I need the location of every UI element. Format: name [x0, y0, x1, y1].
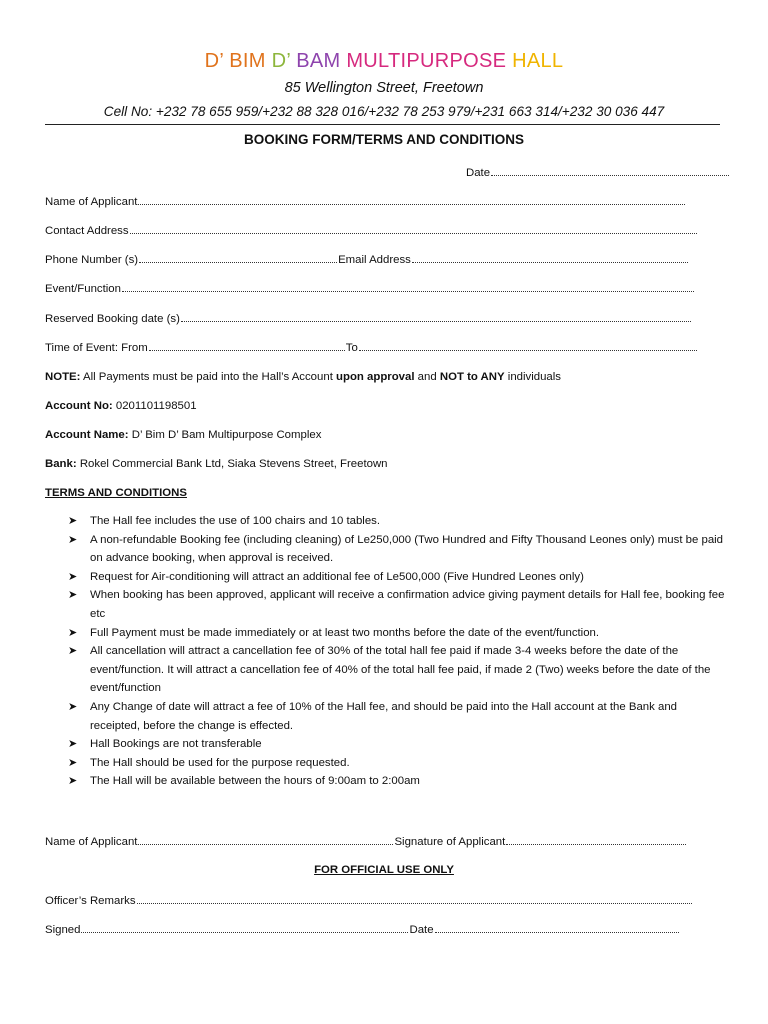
bank-value: Rokel Commercial Bank Ltd, Siaka Stevens Street, Freetown [76, 458, 388, 470]
arrow-bullet-icon: ➤ [68, 738, 78, 751]
arrow-bullet-icon: ➤ [68, 756, 78, 769]
note-bold-1: upon approval [336, 371, 415, 383]
event-row [45, 281, 695, 297]
phone-email-row [45, 252, 689, 268]
officer-remarks-label: Officer’s Remarks [45, 895, 136, 907]
term-text: Any Change of date will attract a fee of 10% of the Hall fee, and should be paid into the Hall account at the Bank and receipted, before the change is effected. [90, 700, 678, 732]
payment-note [45, 369, 561, 385]
signed-field[interactable] [81, 923, 408, 933]
arrow-bullet-icon: ➤ [68, 589, 78, 602]
account-number-label: Account No: [45, 400, 113, 412]
title-word-2: D’ [271, 50, 291, 72]
terms-heading: TERMS AND CONDITIONS [45, 487, 187, 499]
email-field[interactable] [412, 253, 688, 263]
term-text: Hall Bookings are not transferable [90, 738, 262, 751]
list-item [68, 624, 728, 643]
title-word-1: D’ BIM [204, 50, 266, 72]
applicant-name-label: Name of Applicant [45, 196, 138, 208]
term-text: Full Payment must be made immediately or at least two months before the date of the event/function. [90, 626, 600, 639]
title-word-5: HALL [512, 50, 564, 72]
reserved-date-row [45, 311, 692, 327]
date-label: Date [466, 167, 491, 179]
arrow-bullet-icon: ➤ [68, 645, 78, 658]
list-item [68, 642, 728, 698]
arrow-bullet-icon: ➤ [68, 700, 78, 713]
contact-address-row [45, 223, 698, 239]
time-from-label: Time of Event: From [45, 342, 148, 354]
hall-title [0, 50, 768, 73]
list-item [68, 772, 728, 791]
bank-row [45, 456, 388, 472]
contact-address-label: Contact Address [45, 225, 129, 237]
applicant-name-row [45, 194, 686, 210]
term-text: Request for Air-conditioning will attract an additional fee of Le500,000 (Five Hundred Leones only) [90, 570, 584, 583]
time-to-field[interactable] [359, 341, 697, 351]
applicant-name-field[interactable] [138, 195, 685, 205]
reserved-date-label: Reserved Booking date (s) [45, 313, 180, 325]
account-name-label: Account Name: [45, 429, 129, 441]
note-text-3: individuals [504, 371, 561, 383]
bank-label: Bank: [45, 458, 77, 470]
hall-address: 85 Wellington Street, Freetown [284, 80, 484, 96]
term-text: A non-refundable Booking fee (including cleaning) of Le250,000 (Two Hundred and Fifty Thousand Leones only) must be paid on advance booking, when approval is received. [90, 533, 724, 565]
title-word-4: MULTIPURPOSE [346, 50, 507, 72]
list-item [68, 531, 728, 568]
list-item [68, 568, 728, 587]
phone-label: Phone Number (s) [45, 254, 139, 266]
official-date-label: Date [409, 924, 434, 936]
event-time-row [45, 340, 698, 356]
signature-label: Signature of Applicant [394, 836, 506, 848]
form-title: BOOKING FORM/TERMS AND CONDITIONS [244, 132, 524, 147]
email-label: Email Address [338, 254, 411, 266]
list-item [68, 586, 728, 623]
list-item [68, 754, 728, 773]
date-row [466, 165, 730, 181]
official-signed-row [45, 922, 680, 938]
arrow-bullet-icon: ➤ [68, 515, 78, 527]
term-text: When booking has been approved, applicant will receive a confirmation advice giving payment details for Hall fee, booking fee etc [90, 589, 725, 620]
date-field[interactable] [491, 166, 729, 176]
account-number-value: 0201101198501 [112, 400, 197, 412]
note-bold-2: NOT to ANY [439, 371, 505, 383]
term-text: The Hall fee includes the use of 100 chairs and 10 tables. [90, 515, 381, 527]
note-text-1: All Payments must be paid into the Hall’s Account [80, 371, 337, 383]
official-date-field[interactable] [435, 923, 679, 933]
account-name-row [45, 427, 321, 443]
signature-field[interactable] [506, 835, 686, 845]
list-item [68, 512, 728, 531]
term-text: All cancellation will attract a cancellation fee of 30% of the total hall fee paid if made 3-4 weeks before the date of the event/function. It will attract a cancellation fee of 40% of the total hall fee paid, if made 2 (Two) weeks before the date of the event/function [90, 645, 711, 695]
time-from-field[interactable] [149, 341, 345, 351]
event-field[interactable] [122, 282, 694, 292]
title-word-3: BAM [296, 50, 341, 72]
applicant-signature-row [45, 834, 687, 850]
signature-name-field[interactable] [138, 835, 393, 845]
official-use-heading: FOR OFFICIAL USE ONLY [314, 864, 454, 876]
signed-label: Signed [45, 924, 81, 936]
list-item [68, 735, 728, 754]
hall-phone-numbers: Cell No: +232 78 655 959/+232 88 328 016/+232 78 253 979/+231 663 314/+232 30 036 447 [103, 104, 665, 119]
contact-address-field[interactable] [130, 224, 697, 234]
term-text: The Hall should be used for the purpose requested. [90, 756, 350, 769]
account-number-row [45, 398, 197, 414]
officer-remarks-field[interactable] [137, 894, 692, 904]
header-divider [45, 124, 720, 125]
phone-field[interactable] [139, 253, 337, 263]
terms-list [68, 512, 728, 791]
reserved-date-field[interactable] [181, 312, 691, 322]
signature-name-label: Name of Applicant [45, 836, 138, 848]
note-label: NOTE: [45, 371, 81, 383]
arrow-bullet-icon: ➤ [68, 775, 78, 788]
officer-remarks-row [45, 893, 693, 909]
note-text-2: and [414, 371, 440, 383]
arrow-bullet-icon: ➤ [68, 626, 78, 639]
arrow-bullet-icon: ➤ [68, 533, 78, 546]
event-label: Event/Function [45, 283, 121, 295]
account-name-value: D’ Bim D’ Bam Multipurpose Complex [128, 429, 322, 441]
time-to-label: To [345, 342, 358, 354]
term-text: The Hall will be available between the hours of 9:00am to 2:00am [90, 775, 420, 788]
list-item [68, 698, 728, 735]
arrow-bullet-icon: ➤ [68, 570, 78, 583]
